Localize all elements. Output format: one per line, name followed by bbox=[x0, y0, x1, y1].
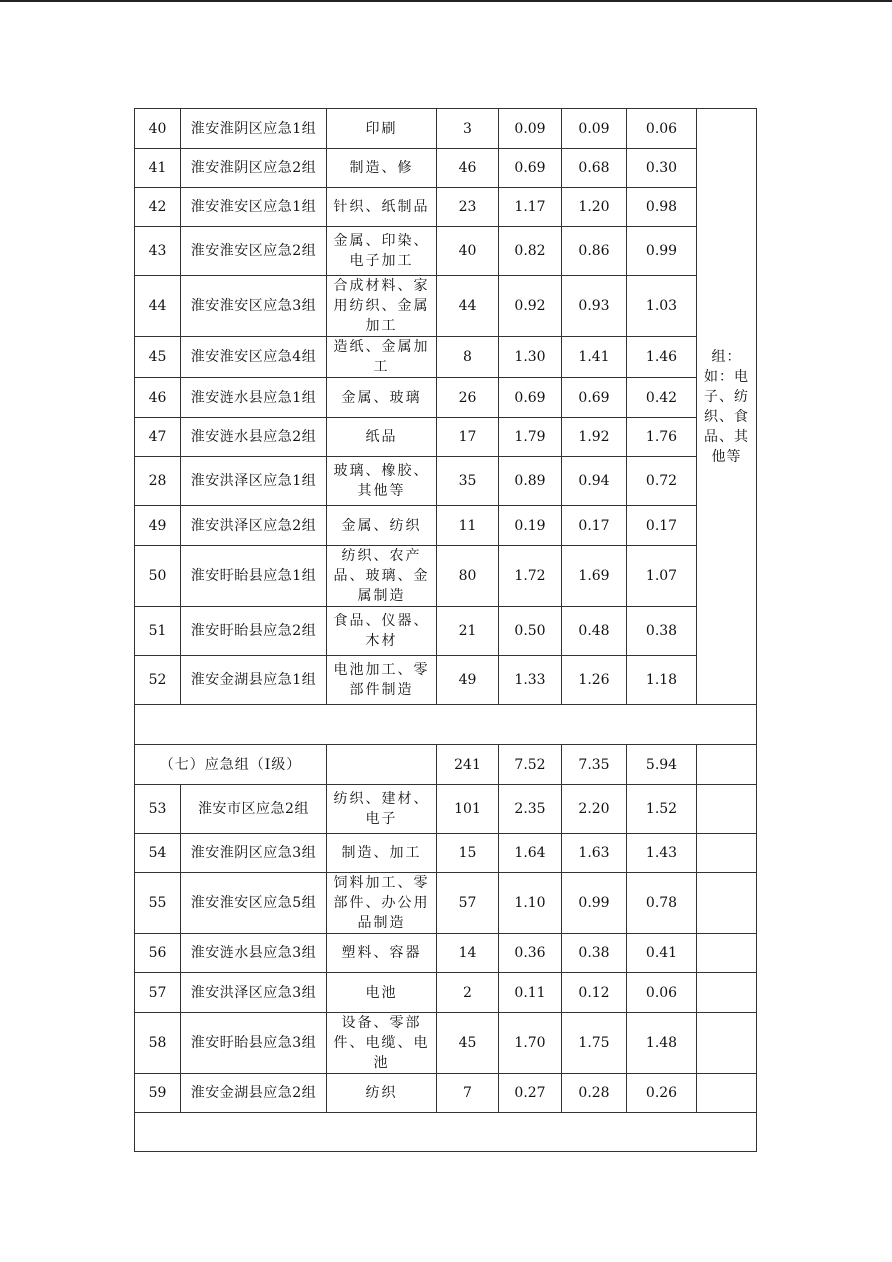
table-row bbox=[135, 506, 757, 546]
value-2-cell: 0.86 bbox=[562, 227, 627, 276]
table-row bbox=[135, 785, 757, 834]
value-2-cell: 1.92 bbox=[562, 418, 627, 457]
table-row bbox=[135, 873, 757, 934]
row-number-cell: 50 bbox=[135, 546, 181, 607]
industry-cell: 食品、仪器、木材 bbox=[327, 607, 437, 656]
value-1-cell: 0.50 bbox=[499, 607, 562, 656]
value-1-cell: 0.09 bbox=[499, 109, 562, 149]
value-3-cell: 0.99 bbox=[627, 227, 697, 276]
section-industry-cell bbox=[327, 745, 437, 785]
value-3-cell: 0.41 bbox=[627, 934, 697, 973]
group-name-cell: 淮安洪泽区应急3组 bbox=[181, 973, 327, 1013]
value-3-cell: 1.52 bbox=[627, 785, 697, 834]
group-name-cell: 淮安盱眙县应急2组 bbox=[181, 607, 327, 656]
count-cell: 101 bbox=[437, 785, 499, 834]
row-number-cell: 55 bbox=[135, 873, 181, 934]
row-number-cell: 53 bbox=[135, 785, 181, 834]
value-1-cell: 2.35 bbox=[499, 785, 562, 834]
value-2-cell: 1.41 bbox=[562, 337, 627, 378]
row-number-cell: 40 bbox=[135, 109, 181, 149]
group-name-cell: 淮安金湖县应急1组 bbox=[181, 656, 327, 705]
group-name-cell: 淮安洪泽区应急2组 bbox=[181, 506, 327, 546]
row-number-cell: 57 bbox=[135, 973, 181, 1013]
remarks-cell bbox=[697, 934, 757, 973]
value-3-cell: 0.30 bbox=[627, 149, 697, 188]
count-cell: 80 bbox=[437, 546, 499, 607]
row-number-cell: 49 bbox=[135, 506, 181, 546]
value-1-cell: 0.27 bbox=[499, 1074, 562, 1113]
table-row bbox=[135, 546, 757, 607]
industry-cell: 金属、纺织 bbox=[327, 506, 437, 546]
section-value-2-cell: 7.35 bbox=[562, 745, 627, 785]
count-cell: 26 bbox=[437, 378, 499, 418]
group-name-cell: 淮安淮安区应急3组 bbox=[181, 276, 327, 337]
row-number-cell: 47 bbox=[135, 418, 181, 457]
value-3-cell: 0.06 bbox=[627, 109, 697, 149]
value-3-cell: 1.48 bbox=[627, 1013, 697, 1074]
table-row bbox=[135, 607, 757, 656]
table-row bbox=[135, 149, 757, 188]
value-3-cell: 0.26 bbox=[627, 1074, 697, 1113]
row-number-cell: 44 bbox=[135, 276, 181, 337]
blank-cell bbox=[135, 705, 757, 745]
industry-cell: 纺织 bbox=[327, 1074, 437, 1113]
value-1-cell: 1.70 bbox=[499, 1013, 562, 1074]
table-row bbox=[135, 934, 757, 973]
value-3-cell: 0.98 bbox=[627, 188, 697, 227]
value-1-cell: 0.82 bbox=[499, 227, 562, 276]
group-name-cell: 淮安淮安区应急2组 bbox=[181, 227, 327, 276]
value-2-cell: 0.28 bbox=[562, 1074, 627, 1113]
value-3-cell: 0.72 bbox=[627, 457, 697, 506]
remarks-cell bbox=[697, 1013, 757, 1074]
count-cell: 17 bbox=[437, 418, 499, 457]
group-name-cell: 淮安盱眙县应急3组 bbox=[181, 1013, 327, 1074]
value-1-cell: 0.89 bbox=[499, 457, 562, 506]
value-1-cell: 0.69 bbox=[499, 378, 562, 418]
section-value-3-cell: 5.94 bbox=[627, 745, 697, 785]
table-row bbox=[135, 418, 757, 457]
count-cell: 21 bbox=[437, 607, 499, 656]
group-name-cell: 淮安涟水县应急1组 bbox=[181, 378, 327, 418]
table-row bbox=[135, 656, 757, 705]
group-name-cell: 淮安涟水县应急2组 bbox=[181, 418, 327, 457]
count-cell: 57 bbox=[437, 873, 499, 934]
value-1-cell: 0.19 bbox=[499, 506, 562, 546]
count-cell: 44 bbox=[437, 276, 499, 337]
count-cell: 2 bbox=[437, 973, 499, 1013]
industry-cell: 印刷 bbox=[327, 109, 437, 149]
count-cell: 40 bbox=[437, 227, 499, 276]
industry-cell: 电池 bbox=[327, 973, 437, 1013]
group-name-cell: 淮安淮阴区应急1组 bbox=[181, 109, 327, 149]
value-3-cell: 1.18 bbox=[627, 656, 697, 705]
value-1-cell: 1.33 bbox=[499, 656, 562, 705]
row-number-cell: 54 bbox=[135, 834, 181, 873]
row-number-cell: 58 bbox=[135, 1013, 181, 1074]
row-number-cell: 56 bbox=[135, 934, 181, 973]
count-cell: 14 bbox=[437, 934, 499, 973]
value-2-cell: 0.68 bbox=[562, 149, 627, 188]
row-number-cell: 28 bbox=[135, 457, 181, 506]
group-name-cell: 淮安涟水县应急3组 bbox=[181, 934, 327, 973]
section-row bbox=[135, 745, 757, 785]
row-number-cell: 51 bbox=[135, 607, 181, 656]
value-2-cell: 2.20 bbox=[562, 785, 627, 834]
value-2-cell: 0.94 bbox=[562, 457, 627, 506]
table-row bbox=[135, 276, 757, 337]
count-cell: 46 bbox=[437, 149, 499, 188]
remarks-cell bbox=[697, 834, 757, 873]
remarks-cell bbox=[697, 873, 757, 934]
industry-cell: 饲料加工、零部件、办公用品制造 bbox=[327, 873, 437, 934]
group-name-cell: 淮安淮阴区应急2组 bbox=[181, 149, 327, 188]
count-cell: 49 bbox=[437, 656, 499, 705]
value-2-cell: 0.69 bbox=[562, 378, 627, 418]
remarks-cell bbox=[697, 973, 757, 1013]
section-remarks-cell bbox=[697, 745, 757, 785]
count-cell: 11 bbox=[437, 506, 499, 546]
table-row bbox=[135, 457, 757, 506]
row-number-cell: 45 bbox=[135, 337, 181, 378]
value-1-cell: 0.69 bbox=[499, 149, 562, 188]
industry-cell: 制造、加工 bbox=[327, 834, 437, 873]
row-number-cell: 52 bbox=[135, 656, 181, 705]
emergency-group-table bbox=[134, 108, 757, 1152]
value-1-cell: 0.92 bbox=[499, 276, 562, 337]
remarks-cell bbox=[697, 1074, 757, 1113]
value-2-cell: 0.38 bbox=[562, 934, 627, 973]
value-1-cell: 1.64 bbox=[499, 834, 562, 873]
remarks-cell: 组：如：电子、纺织、食品、其他等 bbox=[697, 109, 757, 705]
value-1-cell: 0.36 bbox=[499, 934, 562, 973]
table-row bbox=[135, 973, 757, 1013]
count-cell: 15 bbox=[437, 834, 499, 873]
value-3-cell: 1.03 bbox=[627, 276, 697, 337]
value-3-cell: 1.46 bbox=[627, 337, 697, 378]
row-number-cell: 46 bbox=[135, 378, 181, 418]
row-number-cell: 43 bbox=[135, 227, 181, 276]
industry-cell: 制造、修 bbox=[327, 149, 437, 188]
industry-cell: 金属、印染、电子加工 bbox=[327, 227, 437, 276]
value-2-cell: 1.69 bbox=[562, 546, 627, 607]
value-2-cell: 1.75 bbox=[562, 1013, 627, 1074]
section-value-1-cell: 7.52 bbox=[499, 745, 562, 785]
value-2-cell: 1.26 bbox=[562, 656, 627, 705]
group-name-cell: 淮安洪泽区应急1组 bbox=[181, 457, 327, 506]
count-cell: 3 bbox=[437, 109, 499, 149]
value-3-cell: 0.42 bbox=[627, 378, 697, 418]
value-3-cell: 0.17 bbox=[627, 506, 697, 546]
industry-cell: 纺织、农产品、玻璃、金属制造 bbox=[327, 546, 437, 607]
blank-row bbox=[135, 705, 757, 745]
value-2-cell: 0.12 bbox=[562, 973, 627, 1013]
value-1-cell: 1.17 bbox=[499, 188, 562, 227]
group-name-cell: 淮安淮安区应急5组 bbox=[181, 873, 327, 934]
group-name-cell: 淮安淮安区应急4组 bbox=[181, 337, 327, 378]
section-title-cell: （七）应急组（Ⅰ级） bbox=[135, 745, 327, 785]
value-3-cell: 1.07 bbox=[627, 546, 697, 607]
row-number-cell: 59 bbox=[135, 1074, 181, 1113]
industry-cell: 金属、玻璃 bbox=[327, 378, 437, 418]
group-name-cell: 淮安金湖县应急2组 bbox=[181, 1074, 327, 1113]
group-name-cell: 淮安市区应急2组 bbox=[181, 785, 327, 834]
blank-row bbox=[135, 1113, 757, 1152]
industry-cell: 造纸、金属加工 bbox=[327, 337, 437, 378]
value-2-cell: 0.99 bbox=[562, 873, 627, 934]
value-1-cell: 1.10 bbox=[499, 873, 562, 934]
value-2-cell: 1.20 bbox=[562, 188, 627, 227]
value-3-cell: 0.78 bbox=[627, 873, 697, 934]
value-3-cell: 1.43 bbox=[627, 834, 697, 873]
industry-cell: 纺织、建材、电子 bbox=[327, 785, 437, 834]
group-name-cell: 淮安盱眙县应急1组 bbox=[181, 546, 327, 607]
group-name-cell: 淮安淮安区应急1组 bbox=[181, 188, 327, 227]
section-count-cell: 241 bbox=[437, 745, 499, 785]
table-row bbox=[135, 1074, 757, 1113]
page-top-border bbox=[0, 0, 892, 2]
count-cell: 7 bbox=[437, 1074, 499, 1113]
value-1-cell: 1.79 bbox=[499, 418, 562, 457]
industry-cell: 针织、纸制品 bbox=[327, 188, 437, 227]
group-name-cell: 淮安淮阴区应急3组 bbox=[181, 834, 327, 873]
value-3-cell: 0.38 bbox=[627, 607, 697, 656]
industry-cell: 电池加工、零部件制造 bbox=[327, 656, 437, 705]
value-3-cell: 1.76 bbox=[627, 418, 697, 457]
count-cell: 23 bbox=[437, 188, 499, 227]
table-row bbox=[135, 834, 757, 873]
value-2-cell: 1.63 bbox=[562, 834, 627, 873]
table-row bbox=[135, 109, 757, 149]
table-row bbox=[135, 188, 757, 227]
value-1-cell: 1.30 bbox=[499, 337, 562, 378]
industry-cell: 纸品 bbox=[327, 418, 437, 457]
row-number-cell: 42 bbox=[135, 188, 181, 227]
table-row bbox=[135, 337, 757, 378]
row-number-cell: 41 bbox=[135, 149, 181, 188]
count-cell: 45 bbox=[437, 1013, 499, 1074]
value-3-cell: 0.06 bbox=[627, 973, 697, 1013]
remarks-cell bbox=[697, 785, 757, 834]
table-row bbox=[135, 227, 757, 276]
value-2-cell: 0.17 bbox=[562, 506, 627, 546]
value-2-cell: 0.09 bbox=[562, 109, 627, 149]
blank-cell bbox=[135, 1113, 757, 1152]
value-1-cell: 1.72 bbox=[499, 546, 562, 607]
value-2-cell: 0.48 bbox=[562, 607, 627, 656]
value-2-cell: 0.93 bbox=[562, 276, 627, 337]
industry-cell: 设备、零部件、电缆、电池 bbox=[327, 1013, 437, 1074]
count-cell: 35 bbox=[437, 457, 499, 506]
industry-cell: 玻璃、橡胶、其他等 bbox=[327, 457, 437, 506]
table-row bbox=[135, 378, 757, 418]
table-row bbox=[135, 1013, 757, 1074]
value-1-cell: 0.11 bbox=[499, 973, 562, 1013]
industry-cell: 塑料、容器 bbox=[327, 934, 437, 973]
count-cell: 8 bbox=[437, 337, 499, 378]
industry-cell: 合成材料、家用纺织、金属加工 bbox=[327, 276, 437, 337]
